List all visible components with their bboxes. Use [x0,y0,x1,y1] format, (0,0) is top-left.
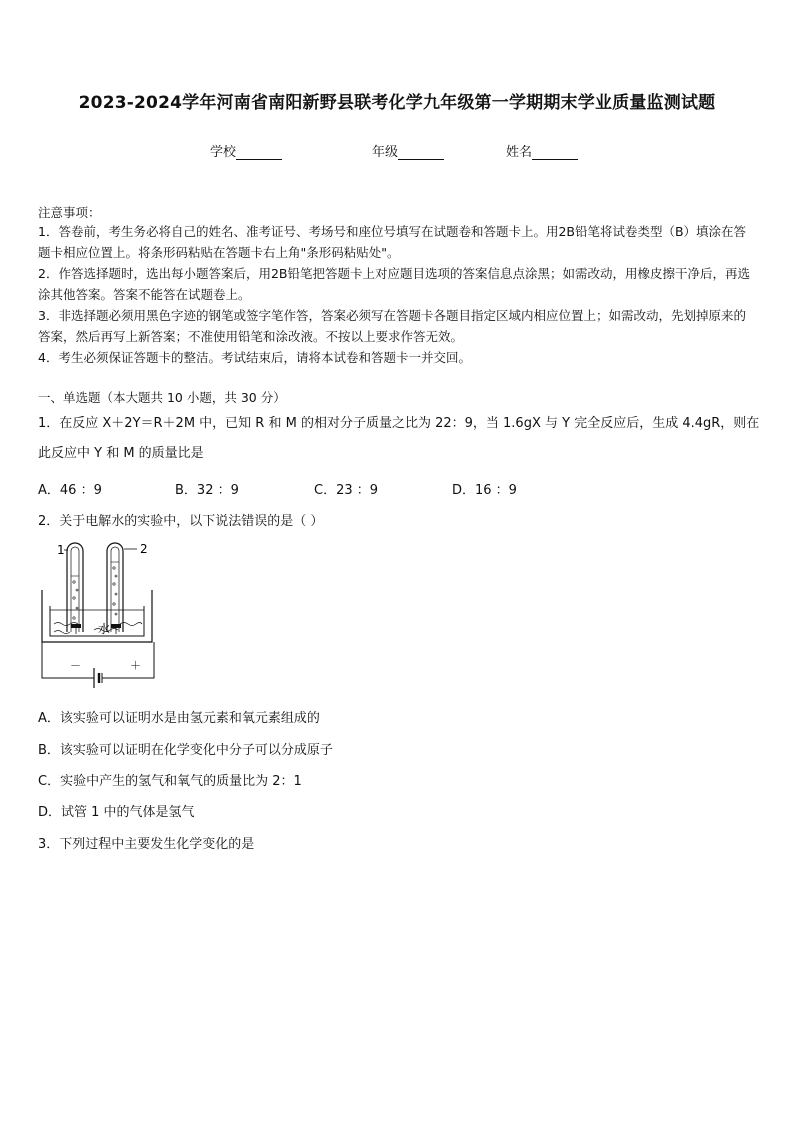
grade-blank [398,147,444,160]
q1-option-a: A．46 ：9 [38,483,102,498]
name-label: 姓名 [506,145,533,160]
electrolysis-figure [36,538,160,696]
q1-option-b: B．32 ：9 [175,483,239,498]
q1-option-c: C．23 ：9 [314,483,379,498]
electrode-negative [71,624,81,628]
grade-field [372,141,444,160]
trough-outline [42,590,152,642]
q2-option-d: D．试管 1 中的气体是氢气 [38,805,195,820]
school-field [210,141,282,160]
water-label: 水 [98,622,111,636]
electrode-positive [111,624,121,628]
test-tube-2-inner [111,547,119,632]
gas-bubbles [73,567,117,619]
q1-option-d: D．16 ：9 [452,483,517,498]
negative-terminal-label: － [70,659,81,672]
note-4: 4．考生必须保证答题卡的整洁。考试结束后，请将本试卷和答题卡一并交回。 [38,350,471,365]
note-1: 1．答卷前，考生务必将自己的姓名、准考证号、考场号和座位号填写在试题卷和答题卡上。用2B铅笔将试卷类型（B）填涂在答题卡相应位置上。将条形码粘贴在答题卡右上角"条形码粘贴处"。 [38,224,747,260]
note-2: 2．作答选择题时，选出每小题答案后，用2B铅笔把答题卡上对应题目选项的答案信息点涂黑；如需改动，用橡皮擦干净后，再选涂其他答案。答案不能答在试题卷上。 [38,266,750,302]
question-3-stem: 3．下列过程中主要发生化学变化的是 [38,837,255,852]
grade-label: 年级 [372,145,399,160]
trough-inner [50,606,144,636]
question-2-stem: 2．关于电解水的实验中，以下说法错误的是（ ） [38,514,324,529]
section-heading: 一、单选题（本大题共 10 小题，共 30 分） [38,390,286,405]
name-field [506,141,578,160]
page-title: 2023-2024学年河南省南阳新野县联考化学九年级第一学期期末学业质量监测试题 [78,93,716,113]
positive-terminal-label: ＋ [130,659,141,672]
school-label: 学校 [210,145,237,160]
q2-option-a: A．该实验可以证明水是由氢元素和氧元素组成的 [38,711,320,726]
name-blank [532,147,578,160]
q2-option-b: B．该实验可以证明在化学变化中分子可以分成原子 [38,743,333,758]
test-tube-2 [107,543,123,632]
tube-2-label: 2 [140,542,148,556]
q2-option-c: C．实验中产生的氢气和氧气的质量比为 2：1 [38,774,302,789]
school-blank [236,147,282,160]
notes-heading: 注意事项： [38,205,101,220]
tube-1-label: 1 [57,543,65,557]
note-3: 3．非选择题必须用黑色字迹的钢笔或签字笔作答，答案必须写在答题卡各题目指定区域内相应位置上；如需改动，先划掉原来的答案，然后再写上新答案；不准使用铅笔和涂改液。不按以上要求作答无效。 [38,308,746,344]
question-1-stem: 1．在反应 X＋2Y＝R＋2M 中，已知 R 和 M 的相对分子质量之比为 22：9，当 1.6gX 与 Y 完全反应后，生成 4.4gR，则在此反应中 Y 和 M 的质量比是 [38,416,760,461]
